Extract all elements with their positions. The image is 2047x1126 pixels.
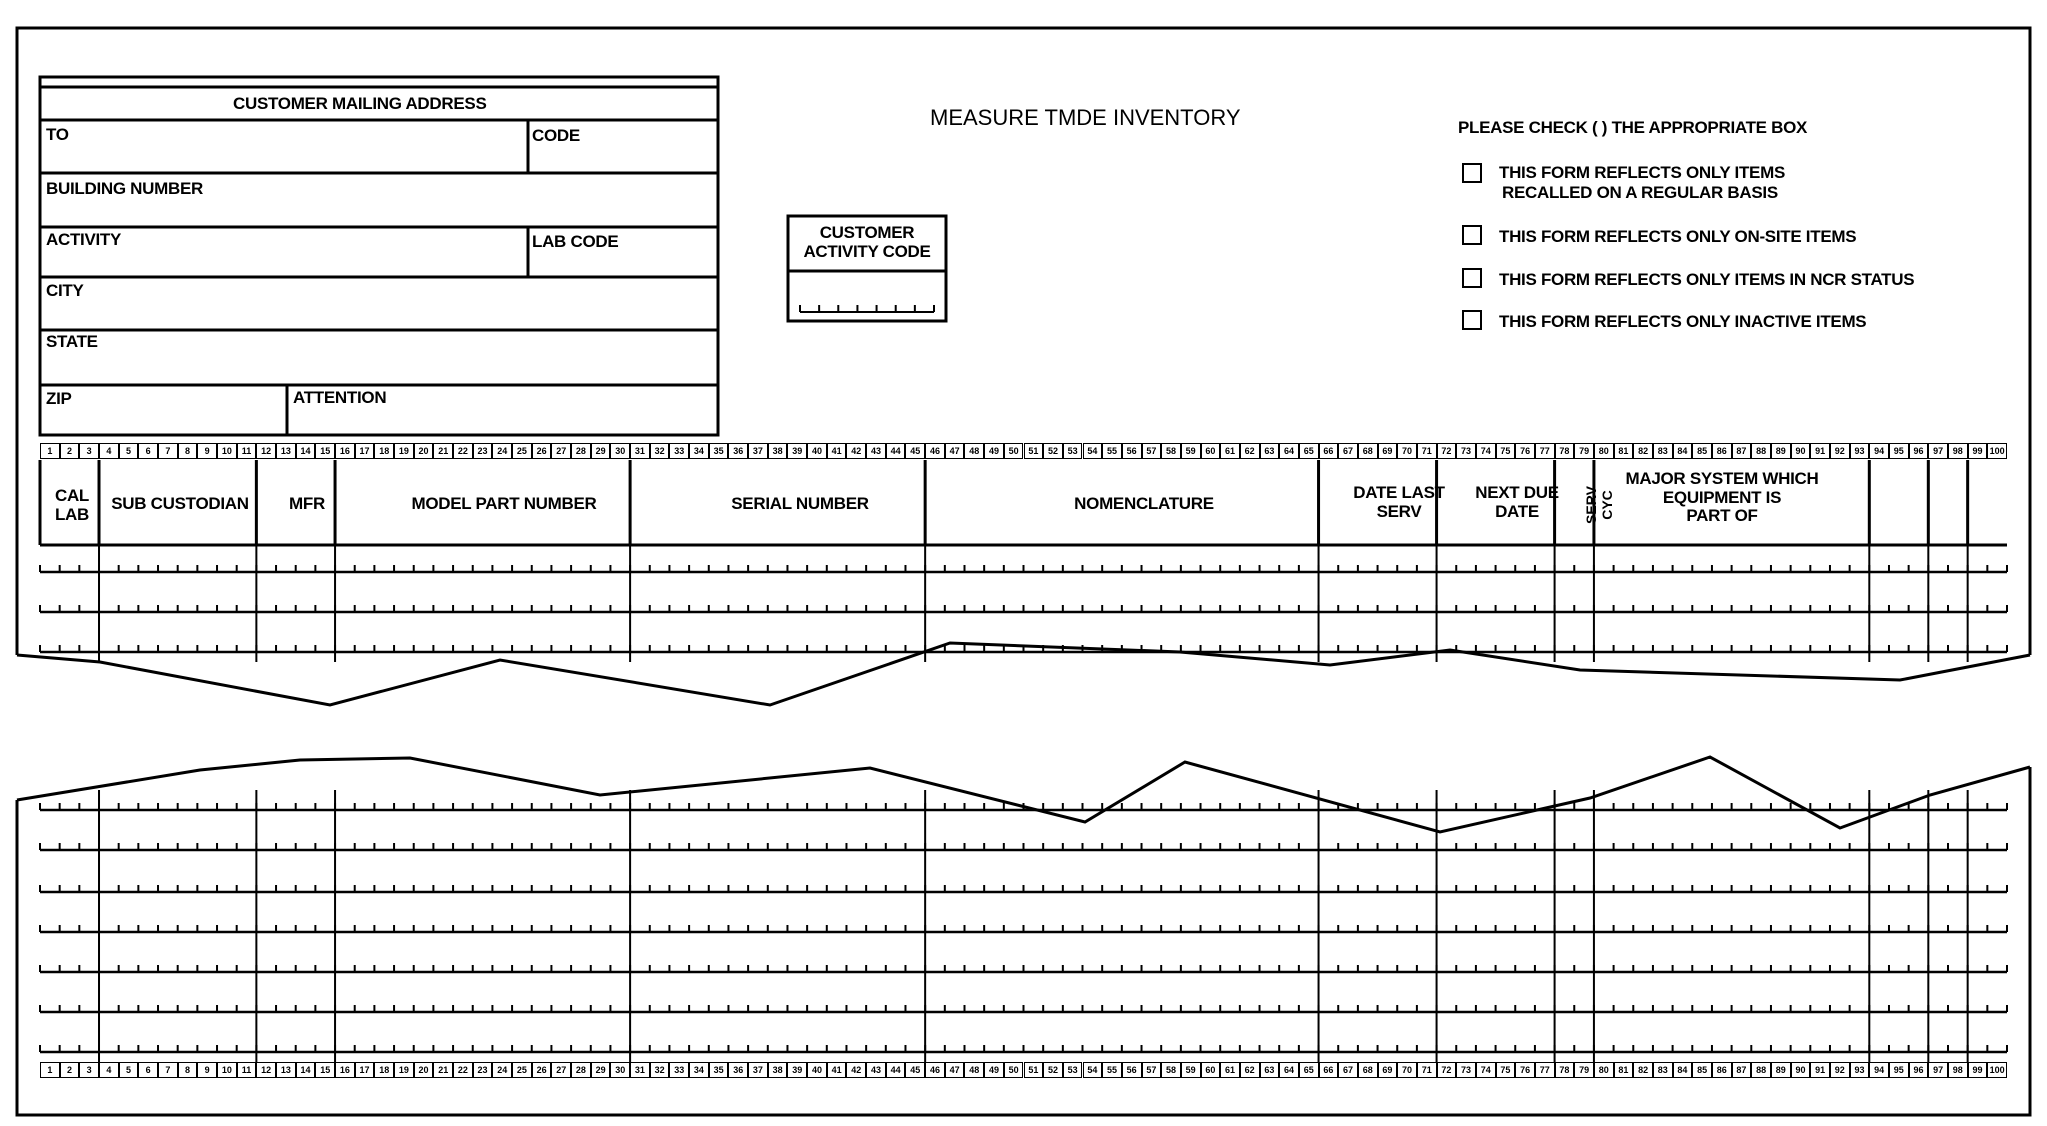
card-top-col-2: 2 <box>60 443 80 459</box>
card-top-col-37: 37 <box>748 443 768 459</box>
card-bottom-col-47: 47 <box>945 1062 965 1078</box>
card-top-col-39: 39 <box>787 443 807 459</box>
card-top-col-45: 45 <box>905 443 925 459</box>
col-major-line1: MAJOR SYSTEM WHICH <box>1625 469 1819 488</box>
card-bottom-col-50: 50 <box>1004 1062 1024 1078</box>
card-top-col-47: 47 <box>945 443 965 459</box>
card-bottom-col-41: 41 <box>827 1062 847 1078</box>
card-top-col-12: 12 <box>256 443 276 459</box>
card-top-col-13: 13 <box>276 443 296 459</box>
city-label: CITY <box>46 281 84 300</box>
card-top-col-95: 95 <box>1889 443 1909 459</box>
checkbox-inactive[interactable] <box>1462 310 1482 330</box>
card-bottom-col-77: 77 <box>1535 1062 1555 1078</box>
card-top-col-43: 43 <box>866 443 886 459</box>
card-top-col-6: 6 <box>138 443 158 459</box>
address-box <box>40 77 718 435</box>
card-top-col-66: 66 <box>1319 443 1339 459</box>
card-bottom-col-95: 95 <box>1889 1062 1909 1078</box>
card-top-col-54: 54 <box>1083 443 1103 459</box>
col-next-due-line1: NEXT DUE <box>1475 483 1559 502</box>
check-prompt: PLEASE CHECK ( ) THE APPROPRIATE BOX <box>1458 118 1808 137</box>
checkbox-ncr-status[interactable] <box>1462 268 1482 288</box>
entry-row-bottom-2 <box>40 885 2007 892</box>
card-top-col-26: 26 <box>532 443 552 459</box>
entry-row-bottom-6 <box>40 1045 2007 1052</box>
card-top-col-81: 81 <box>1614 443 1634 459</box>
card-top-col-96: 96 <box>1909 443 1929 459</box>
card-bottom-col-40: 40 <box>807 1062 827 1078</box>
col-serial-number: SERIAL NUMBER <box>731 494 869 513</box>
card-bottom-col-55: 55 <box>1102 1062 1122 1078</box>
card-top-col-82: 82 <box>1633 443 1653 459</box>
col-mfr: MFR <box>289 494 325 513</box>
card-bottom-col-23: 23 <box>473 1062 493 1078</box>
card-top-col-68: 68 <box>1358 443 1378 459</box>
card-bottom-col-88: 88 <box>1751 1062 1771 1078</box>
card-bottom-col-63: 63 <box>1260 1062 1280 1078</box>
card-top-col-16: 16 <box>335 443 355 459</box>
card-bottom-col-99: 99 <box>1968 1062 1988 1078</box>
card-bottom-col-32: 32 <box>650 1062 670 1078</box>
card-bottom-col-34: 34 <box>689 1062 709 1078</box>
card-top-col-23: 23 <box>473 443 493 459</box>
col-major-system <box>1612 470 1832 526</box>
card-bottom-col-33: 33 <box>669 1062 689 1078</box>
card-bottom-col-81: 81 <box>1614 1062 1634 1078</box>
card-top-col-46: 46 <box>925 443 945 459</box>
card-bottom-col-45: 45 <box>905 1062 925 1078</box>
card-top-col-93: 93 <box>1850 443 1870 459</box>
card-bottom-col-12: 12 <box>256 1062 276 1078</box>
card-bottom-col-26: 26 <box>532 1062 552 1078</box>
card-bottom-col-18: 18 <box>374 1062 394 1078</box>
customer-activity-label <box>788 224 946 260</box>
card-bottom-col-59: 59 <box>1181 1062 1201 1078</box>
card-bottom-col-14: 14 <box>296 1062 316 1078</box>
card-bottom-col-2: 2 <box>60 1062 80 1078</box>
card-bottom-col-89: 89 <box>1771 1062 1791 1078</box>
card-top-col-36: 36 <box>728 443 748 459</box>
card-bottom-col-100: 100 <box>1987 1062 2007 1078</box>
checkbox-on-site[interactable] <box>1462 225 1482 245</box>
card-top-col-33: 33 <box>669 443 689 459</box>
card-bottom-col-43: 43 <box>866 1062 886 1078</box>
card-top-col-62: 62 <box>1240 443 1260 459</box>
card-bottom-col-58: 58 <box>1161 1062 1181 1078</box>
card-bottom-col-11: 11 <box>237 1062 257 1078</box>
card-top-col-79: 79 <box>1574 443 1594 459</box>
col-serv-label: SERV <box>1583 486 1599 524</box>
card-top-col-90: 90 <box>1791 443 1811 459</box>
card-top-col-61: 61 <box>1220 443 1240 459</box>
card-bottom-col-92: 92 <box>1830 1062 1850 1078</box>
card-top-col-31: 31 <box>630 443 650 459</box>
attention-label: ATTENTION <box>293 388 387 407</box>
card-bottom-col-74: 74 <box>1476 1062 1496 1078</box>
card-top-col-49: 49 <box>984 443 1004 459</box>
col-model-part-number: MODEL PART NUMBER <box>411 494 597 513</box>
col-major-line3: PART OF <box>1686 506 1758 526</box>
entry-row-bottom-5 <box>40 1005 2007 1012</box>
card-top-col-21: 21 <box>433 443 453 459</box>
card-bottom-col-29: 29 <box>591 1062 611 1078</box>
card-bottom-col-87: 87 <box>1732 1062 1752 1078</box>
card-top-col-15: 15 <box>315 443 335 459</box>
card-top-col-75: 75 <box>1496 443 1516 459</box>
card-top-col-18: 18 <box>374 443 394 459</box>
card-top-col-87: 87 <box>1732 443 1752 459</box>
card-bottom-col-31: 31 <box>630 1062 650 1078</box>
card-bottom-col-10: 10 <box>217 1062 237 1078</box>
lab-code-label: LAB CODE <box>532 232 619 251</box>
card-bottom-col-84: 84 <box>1673 1062 1693 1078</box>
entry-row-top-1 <box>40 605 2007 612</box>
card-bottom-col-71: 71 <box>1417 1062 1437 1078</box>
col-date-last-line2: SERV <box>1376 501 1422 521</box>
card-bottom-col-78: 78 <box>1555 1062 1575 1078</box>
card-top-col-70: 70 <box>1397 443 1417 459</box>
card-top-col-4: 4 <box>99 443 119 459</box>
card-bottom-col-73: 73 <box>1456 1062 1476 1078</box>
check-option-1-line2: RECALLED ON A REGULAR BASIS <box>1502 183 1778 203</box>
card-top-col-25: 25 <box>512 443 532 459</box>
card-top-col-27: 27 <box>551 443 571 459</box>
col-nomenclature: NOMENCLATURE <box>1074 494 1214 513</box>
card-bottom-col-91: 91 <box>1810 1062 1830 1078</box>
card-top-col-89: 89 <box>1771 443 1791 459</box>
card-bottom-col-54: 54 <box>1083 1062 1103 1078</box>
card-top-col-48: 48 <box>964 443 984 459</box>
card-top-col-11: 11 <box>237 443 257 459</box>
card-bottom-col-6: 6 <box>138 1062 158 1078</box>
card-top-col-56: 56 <box>1122 443 1142 459</box>
checkbox-regular-recall[interactable] <box>1462 163 1482 183</box>
card-bottom-col-24: 24 <box>492 1062 512 1078</box>
card-top-col-40: 40 <box>807 443 827 459</box>
card-bottom-col-80: 80 <box>1594 1062 1614 1078</box>
card-bottom-col-42: 42 <box>846 1062 866 1078</box>
card-top-col-1: 1 <box>40 443 60 459</box>
tear-edge-bottom <box>17 757 2030 832</box>
card-bottom-col-13: 13 <box>276 1062 296 1078</box>
card-top-col-65: 65 <box>1299 443 1319 459</box>
card-bottom-col-17: 17 <box>355 1062 375 1078</box>
card-bottom-col-36: 36 <box>728 1062 748 1078</box>
card-bottom-col-83: 83 <box>1653 1062 1673 1078</box>
card-bottom-col-70: 70 <box>1397 1062 1417 1078</box>
address-header: CUSTOMER MAILING ADDRESS <box>233 94 487 113</box>
card-top-col-77: 77 <box>1535 443 1555 459</box>
card-bottom-col-79: 79 <box>1574 1062 1594 1078</box>
card-top-col-80: 80 <box>1594 443 1614 459</box>
building-label: BUILDING NUMBER <box>46 179 203 198</box>
card-bottom-col-67: 67 <box>1338 1062 1358 1078</box>
card-bottom-col-48: 48 <box>964 1062 984 1078</box>
card-top-col-69: 69 <box>1378 443 1398 459</box>
card-bottom-col-60: 60 <box>1201 1062 1221 1078</box>
card-top-col-50: 50 <box>1004 443 1024 459</box>
card-top-col-41: 41 <box>827 443 847 459</box>
card-top-col-3: 3 <box>79 443 99 459</box>
col-cal-lab-line1: CAL <box>54 486 90 505</box>
card-bottom-col-86: 86 <box>1712 1062 1732 1078</box>
card-top-col-58: 58 <box>1161 443 1181 459</box>
card-top-col-55: 55 <box>1102 443 1122 459</box>
col-cal-lab-line2: LAB <box>54 504 90 524</box>
card-top-col-51: 51 <box>1024 443 1044 459</box>
card-top-col-20: 20 <box>414 443 434 459</box>
card-bottom-col-75: 75 <box>1496 1062 1516 1078</box>
card-top-col-85: 85 <box>1692 443 1712 459</box>
card-bottom-col-39: 39 <box>787 1062 807 1078</box>
card-top-col-7: 7 <box>158 443 178 459</box>
card-top-col-14: 14 <box>296 443 316 459</box>
check-option-1-line1: THIS FORM REFLECTS ONLY ITEMS <box>1499 163 1785 182</box>
card-top-col-88: 88 <box>1751 443 1771 459</box>
card-bottom-col-94: 94 <box>1869 1062 1889 1078</box>
card-top-col-86: 86 <box>1712 443 1732 459</box>
card-bottom-col-16: 16 <box>335 1062 355 1078</box>
card-top-col-10: 10 <box>217 443 237 459</box>
card-bottom-col-5: 5 <box>119 1062 139 1078</box>
card-top-col-63: 63 <box>1260 443 1280 459</box>
card-bottom-col-27: 27 <box>551 1062 571 1078</box>
activity-label: ACTIVITY <box>46 230 122 249</box>
entry-row-bottom-1 <box>40 843 2007 850</box>
card-top-col-34: 34 <box>689 443 709 459</box>
card-bottom-col-19: 19 <box>394 1062 414 1078</box>
card-top-col-83: 83 <box>1653 443 1673 459</box>
card-top-col-71: 71 <box>1417 443 1437 459</box>
card-bottom-col-61: 61 <box>1220 1062 1240 1078</box>
card-top-col-42: 42 <box>846 443 866 459</box>
card-bottom-col-35: 35 <box>709 1062 729 1078</box>
card-bottom-col-22: 22 <box>453 1062 473 1078</box>
card-top-col-99: 99 <box>1968 443 1988 459</box>
entry-row-bottom-3 <box>40 925 2007 932</box>
card-top-col-72: 72 <box>1437 443 1457 459</box>
col-sub-custodian: SUB CUSTODIAN <box>111 494 249 513</box>
card-bottom-col-52: 52 <box>1043 1062 1063 1078</box>
card-bottom-col-62: 62 <box>1240 1062 1260 1078</box>
card-bottom-col-76: 76 <box>1515 1062 1535 1078</box>
card-bottom-col-85: 85 <box>1692 1062 1712 1078</box>
card-top-col-22: 22 <box>453 443 473 459</box>
card-bottom-col-64: 64 <box>1279 1062 1299 1078</box>
card-top-col-38: 38 <box>768 443 788 459</box>
col-major-line2: EQUIPMENT IS <box>1662 487 1782 507</box>
card-top-col-52: 52 <box>1043 443 1063 459</box>
card-top-col-44: 44 <box>886 443 906 459</box>
code-label: CODE <box>532 126 580 145</box>
card-bottom-col-3: 3 <box>79 1062 99 1078</box>
card-bottom-col-44: 44 <box>886 1062 906 1078</box>
check-option-4: THIS FORM REFLECTS ONLY INACTIVE ITEMS <box>1499 312 1867 331</box>
card-top-col-73: 73 <box>1456 443 1476 459</box>
card-bottom-col-82: 82 <box>1633 1062 1653 1078</box>
card-bottom-col-49: 49 <box>984 1062 1004 1078</box>
card-bottom-col-37: 37 <box>748 1062 768 1078</box>
card-bottom-col-66: 66 <box>1319 1062 1339 1078</box>
card-top-col-28: 28 <box>571 443 591 459</box>
card-bottom-col-15: 15 <box>315 1062 335 1078</box>
card-top-col-17: 17 <box>355 443 375 459</box>
col-cal-lab <box>44 487 100 524</box>
card-top-col-98: 98 <box>1948 443 1968 459</box>
card-top-col-9: 9 <box>197 443 217 459</box>
card-top-col-57: 57 <box>1142 443 1162 459</box>
card-bottom-col-20: 20 <box>414 1062 434 1078</box>
card-bottom-col-38: 38 <box>768 1062 788 1078</box>
state-label: STATE <box>46 332 98 351</box>
col-next-due-date <box>1458 484 1576 521</box>
card-bottom-col-98: 98 <box>1948 1062 1968 1078</box>
card-bottom-col-7: 7 <box>158 1062 178 1078</box>
card-top-col-60: 60 <box>1201 443 1221 459</box>
check-option-1 <box>1499 163 1785 203</box>
card-top-col-32: 32 <box>650 443 670 459</box>
card-bottom-col-4: 4 <box>99 1062 119 1078</box>
page-title: MEASURE TMDE INVENTORY <box>930 105 1241 130</box>
card-bottom-col-96: 96 <box>1909 1062 1929 1078</box>
card-bottom-col-65: 65 <box>1299 1062 1319 1078</box>
card-top-col-97: 97 <box>1928 443 1948 459</box>
card-top-col-59: 59 <box>1181 443 1201 459</box>
card-top-col-91: 91 <box>1810 443 1830 459</box>
card-bottom-col-51: 51 <box>1024 1062 1044 1078</box>
card-bottom-col-46: 46 <box>925 1062 945 1078</box>
card-top-col-76: 76 <box>1515 443 1535 459</box>
card-top-col-53: 53 <box>1063 443 1083 459</box>
customer-activity-line2: ACTIVITY CODE <box>803 242 931 261</box>
card-bottom-col-28: 28 <box>571 1062 591 1078</box>
card-bottom-col-90: 90 <box>1791 1062 1811 1078</box>
check-option-3: THIS FORM REFLECTS ONLY ITEMS IN NCR STATUS <box>1499 270 1915 289</box>
card-top-col-24: 24 <box>492 443 512 459</box>
card-bottom-col-53: 53 <box>1063 1062 1083 1078</box>
card-top-col-64: 64 <box>1279 443 1299 459</box>
card-bottom-col-68: 68 <box>1358 1062 1378 1078</box>
card-bottom-col-56: 56 <box>1122 1062 1142 1078</box>
card-top-col-74: 74 <box>1476 443 1496 459</box>
card-top-col-94: 94 <box>1869 443 1889 459</box>
card-top-col-8: 8 <box>178 443 198 459</box>
card-bottom-col-72: 72 <box>1437 1062 1457 1078</box>
card-bottom-col-57: 57 <box>1142 1062 1162 1078</box>
card-bottom-col-25: 25 <box>512 1062 532 1078</box>
card-bottom-col-9: 9 <box>197 1062 217 1078</box>
card-top-col-67: 67 <box>1338 443 1358 459</box>
card-top-col-35: 35 <box>709 443 729 459</box>
card-bottom-col-8: 8 <box>178 1062 198 1078</box>
entry-row-bottom-4 <box>40 965 2007 972</box>
to-label: TO <box>46 125 69 144</box>
card-top-col-29: 29 <box>591 443 611 459</box>
card-bottom-col-69: 69 <box>1378 1062 1398 1078</box>
customer-activity-line1: CUSTOMER <box>819 223 915 242</box>
card-bottom-col-93: 93 <box>1850 1062 1870 1078</box>
card-top-col-30: 30 <box>610 443 630 459</box>
col-date-last-serv <box>1340 484 1458 521</box>
check-option-2: THIS FORM REFLECTS ONLY ON-SITE ITEMS <box>1499 227 1857 246</box>
card-top-col-92: 92 <box>1830 443 1850 459</box>
col-cyc-label: CYC <box>1599 490 1615 520</box>
card-bottom-col-21: 21 <box>433 1062 453 1078</box>
card-top-col-84: 84 <box>1673 443 1693 459</box>
col-next-due-line2: DATE <box>1495 501 1539 521</box>
zip-label: ZIP <box>46 389 72 408</box>
entry-row-top-0 <box>40 565 2007 572</box>
card-bottom-col-1: 1 <box>40 1062 60 1078</box>
card-bottom-col-30: 30 <box>610 1062 630 1078</box>
card-bottom-col-97: 97 <box>1928 1062 1948 1078</box>
card-top-col-78: 78 <box>1555 443 1575 459</box>
card-top-col-19: 19 <box>394 443 414 459</box>
col-date-last-line1: DATE LAST <box>1353 483 1445 502</box>
card-top-col-5: 5 <box>119 443 139 459</box>
card-top-col-100: 100 <box>1987 443 2007 459</box>
